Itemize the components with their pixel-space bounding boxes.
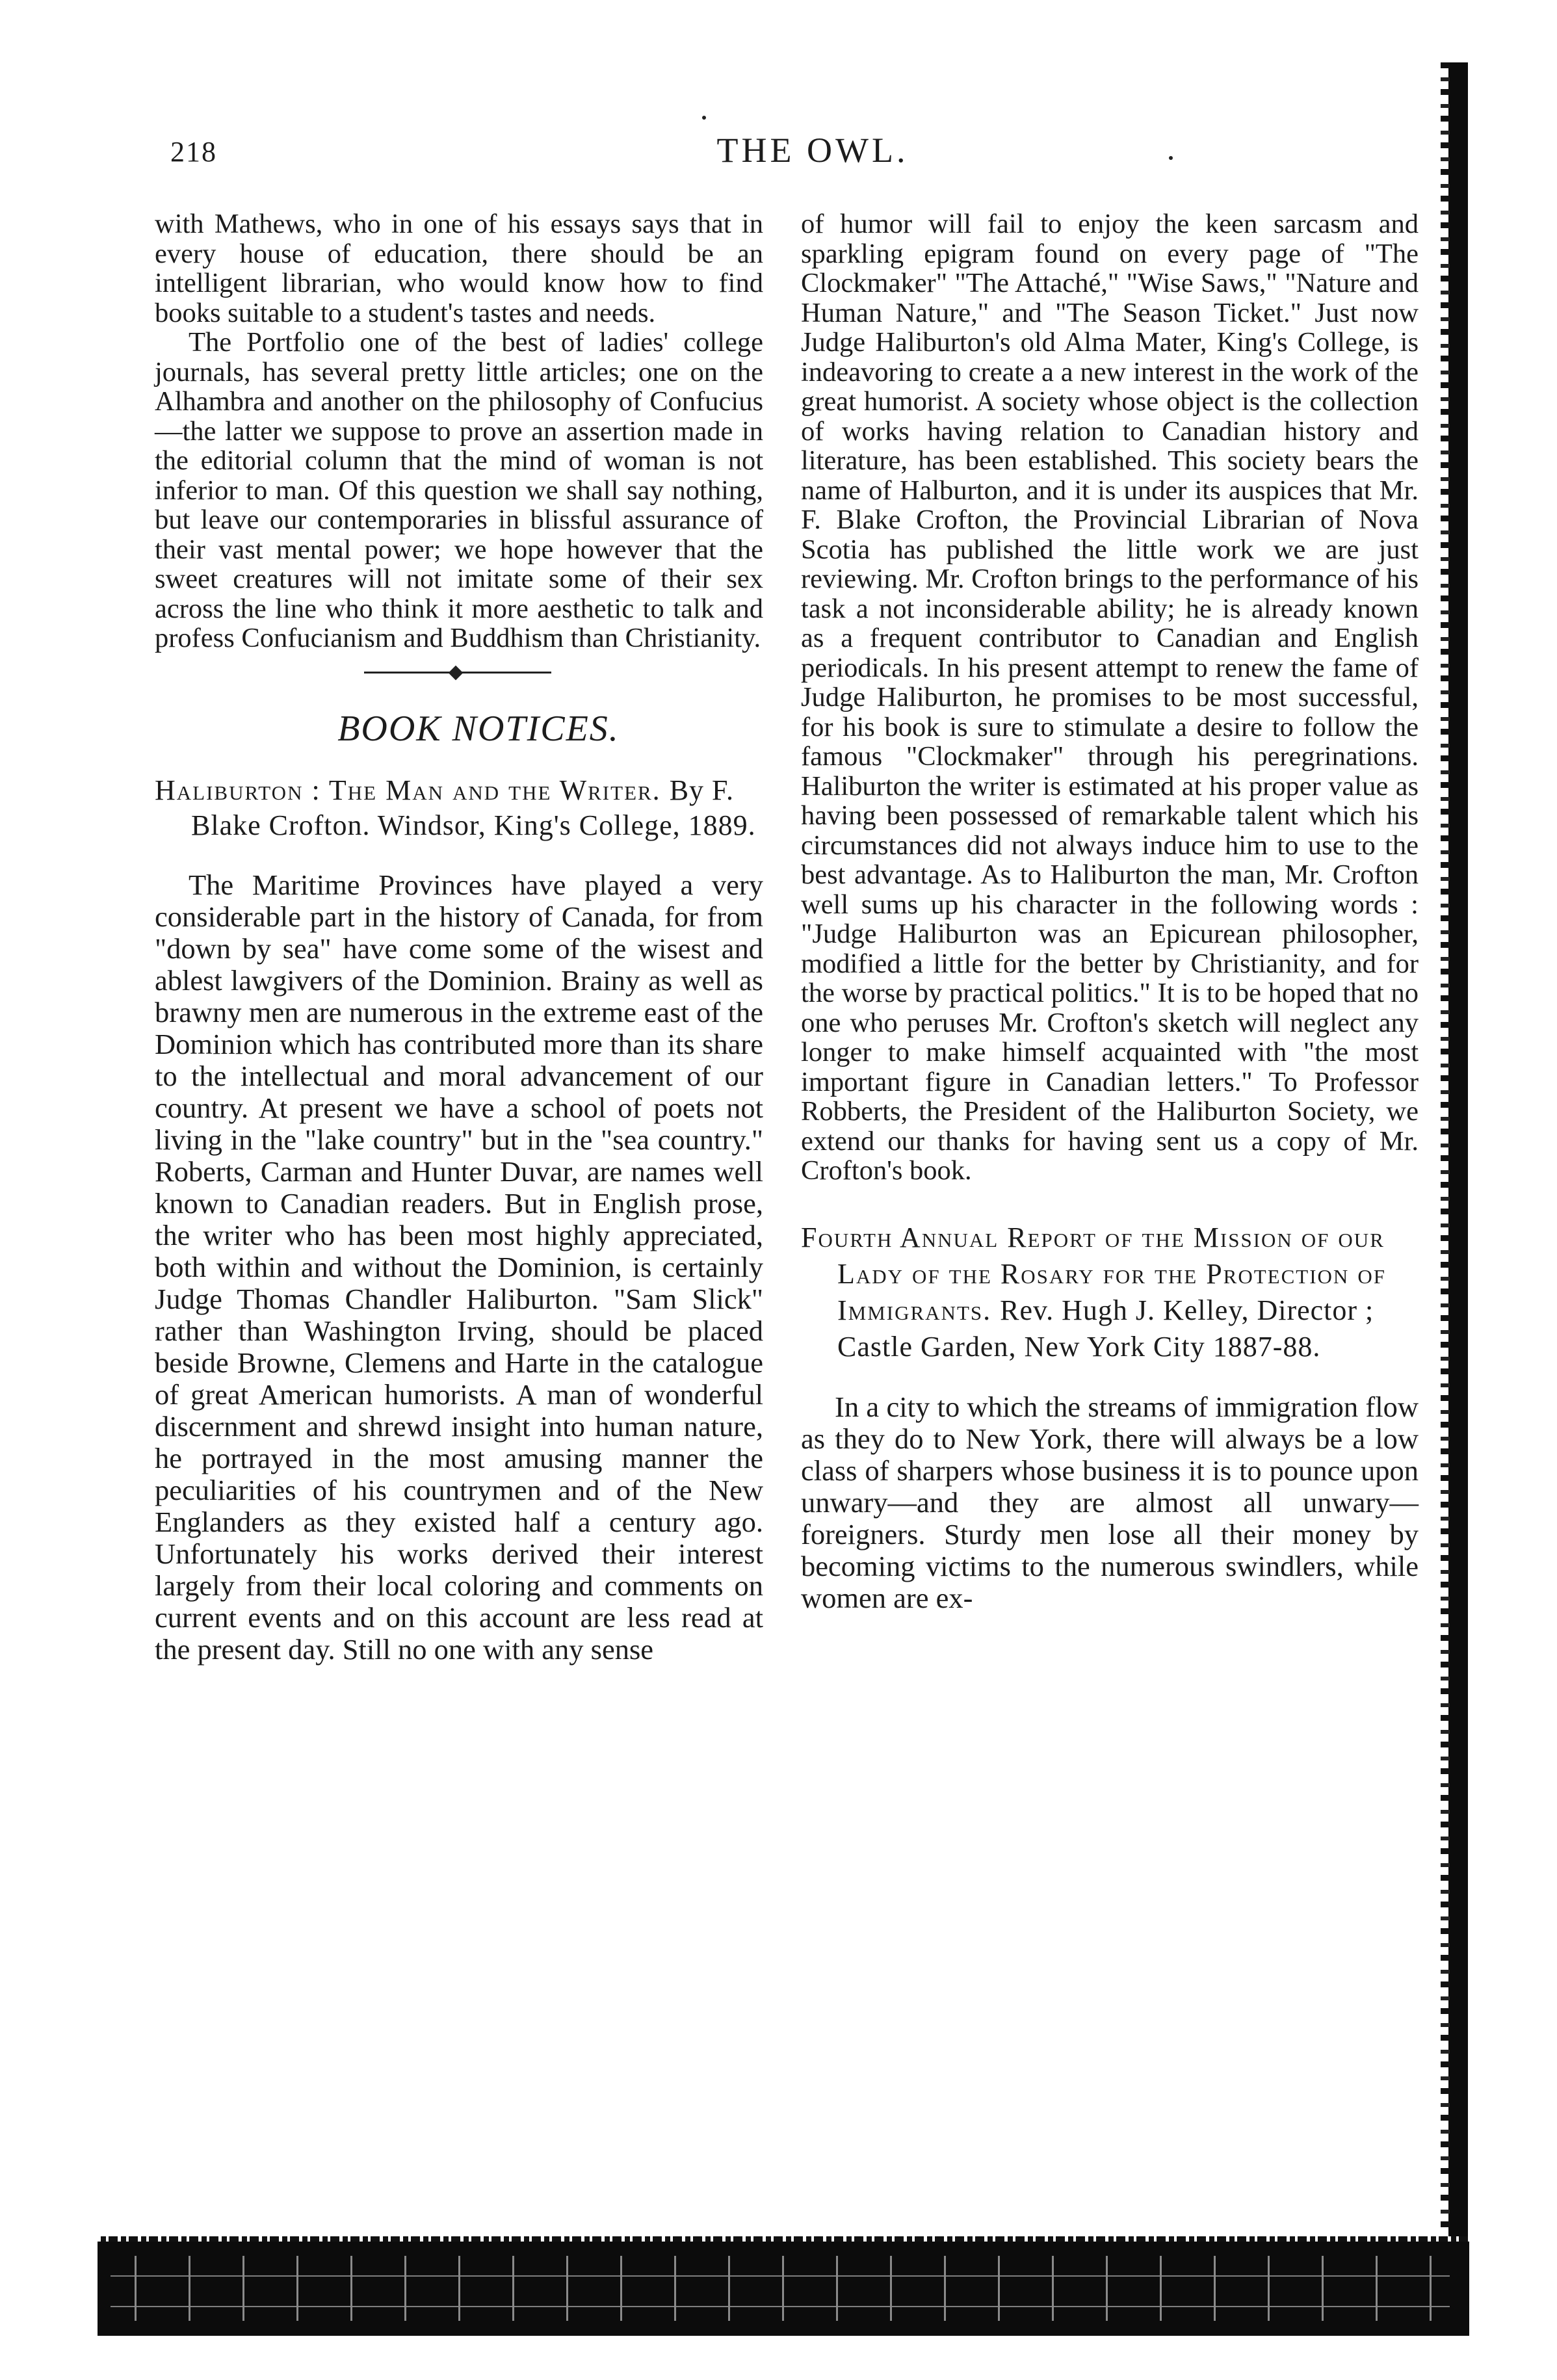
scan-speck bbox=[1169, 156, 1173, 160]
page-number: 218 bbox=[170, 136, 217, 168]
book-details: By F. Blake Crofton. Windsor, King's College, 1889. bbox=[191, 774, 756, 841]
left-paragraph-2: The Portfolio one of the best of ladies' college journals, has several pretty little articles; one on the Alhambra and another on the philosophy of Confucius—the latter we suppose to prove an assertion made in the editorial column that the mind of woman is not inferior to man. Of this question we shall say nothing, but leave our contemporaries in blissful assurance of their vast mental power; we hope however that the sweet creatures will not imitate some of their sex across the line who think it more aesthetic to talk and profess Confucianism and Buddhism than Christianity. bbox=[155, 327, 763, 653]
scan-edge-right bbox=[1448, 62, 1468, 2240]
right-paragraph-2: In a city to which the streams of immigration flow as they do to New York, there will always be a low class of sharpers whose business it is to pounce upon unwary—and they are almost all unwary—foreigners. Sturdy men lose all their money by becoming victims to the numerous swindlers, while women are ex- bbox=[801, 1390, 1419, 1614]
book-title: Haliburton : The Man and the Writer. bbox=[155, 774, 661, 806]
section-title: BOOK NOTICES. bbox=[337, 708, 620, 749]
section-divider bbox=[155, 653, 763, 692]
report-details: Rev. Hugh J. Kelley, Director ; Castle Garden, New York City 1887-88. bbox=[837, 1294, 1374, 1363]
left-column bbox=[155, 209, 763, 1666]
book-notice-heading bbox=[155, 773, 763, 843]
report-notice-heading bbox=[801, 1220, 1419, 1365]
left-paragraph-1: with Mathews, who in one of his essays says that in every house of education, there should be an intelligent librarian, who would know how to find books suitable to a student's tastes and needs. bbox=[155, 209, 763, 328]
running-head: THE OWL. bbox=[716, 131, 909, 170]
right-paragraph-1: of humor will fail to enjoy the keen sarcasm and sparkling epigram found on every page of "The Clockmaker" "The Attaché," "Wise Saws," "Nature and Human Nature," and "The Season Ticket." Just now Judge Haliburton's old Alma Mater, King's College, is indeavoring to create a a new interest in the work of the great humorist. A society whose object is the collection of works having relation to Canadian history and literature, has been established. This society bears the name of Halburton, and it is under its auspices that Mr. F. Blake Crofton, the Provincial Librarian of Nova Scotia has published the little work we are just reviewing. Mr. Crofton brings to the performance of his task a not inconsiderable ability; he is already known as a frequent contributor to Canadian and English periodicals. In his present attempt to renew the fame of Judge Haliburton, he promises to be most successful, for his book is sure to stimulate a desire to follow the famous "Clockmaker" through his peregrinations. Haliburton the writer is estimated at his proper value as having been possessed of remarkable talent which his circumstances did not always induce him to use to the best advantage. As to Haliburton the man, Mr. Crofton well sums up his character in the following words : "Judge Haliburton was an Epicurean philosopher, modified a little for the better by Christianity, and for the worse by practical politics." It is to be hoped that no one who peruses Mr. Crofton's sketch will neglect any longer to make himself acquainted with "the most important figure in Canadian letters." To Professor Robberts, the President of the Haliburton Society, we extend our thanks for having sent us a copy of Mr. Crofton's book. bbox=[801, 209, 1419, 1186]
scan-speck bbox=[702, 116, 706, 120]
left-paragraph-3: The Maritime Provinces have played a very considerable part in the history of Canada, for from "down by sea" have come some of the wisest and ablest lawgivers of the Dominion. Brainy as well as brawny men are numerous in the extreme east of the Dominion which has contributed more than its share to the intellectual and moral advancement of our country. At present we have a school of poets not living in the "lake country" but in the "sea country." Roberts, Carman and Hunter Duvar, are names well known to Canadian readers. But in English prose, the writer who has been most highly appreciated, both within and without the Dominion, is certainly Judge Thomas Chandler Haliburton. "Sam Slick" rather than Washington Irving, should be placed beside Browne, Clemens and Harte in the catalogue of great American humorists. A man of wonderful discernment and shrewd insight into human nature, he portrayed in the most amusing manner the peculiarities of his countrymen and of the New Englanders as they existed half a century ago. Unfortunately his works derived their interest largely from their local coloring and comments on current events and on this account are less read at the present day. Still no one with any sense bbox=[155, 868, 763, 1666]
right-column bbox=[801, 209, 1419, 1614]
scan-edge-right-ragged bbox=[1441, 62, 1450, 2240]
divider-diamond-icon bbox=[449, 665, 464, 680]
report-title: Fourth Annual Report of the Mission of our Lady of the Rosary for the Protection of Immigrants. bbox=[801, 1221, 1386, 1326]
scan-noise bbox=[111, 2256, 1450, 2321]
